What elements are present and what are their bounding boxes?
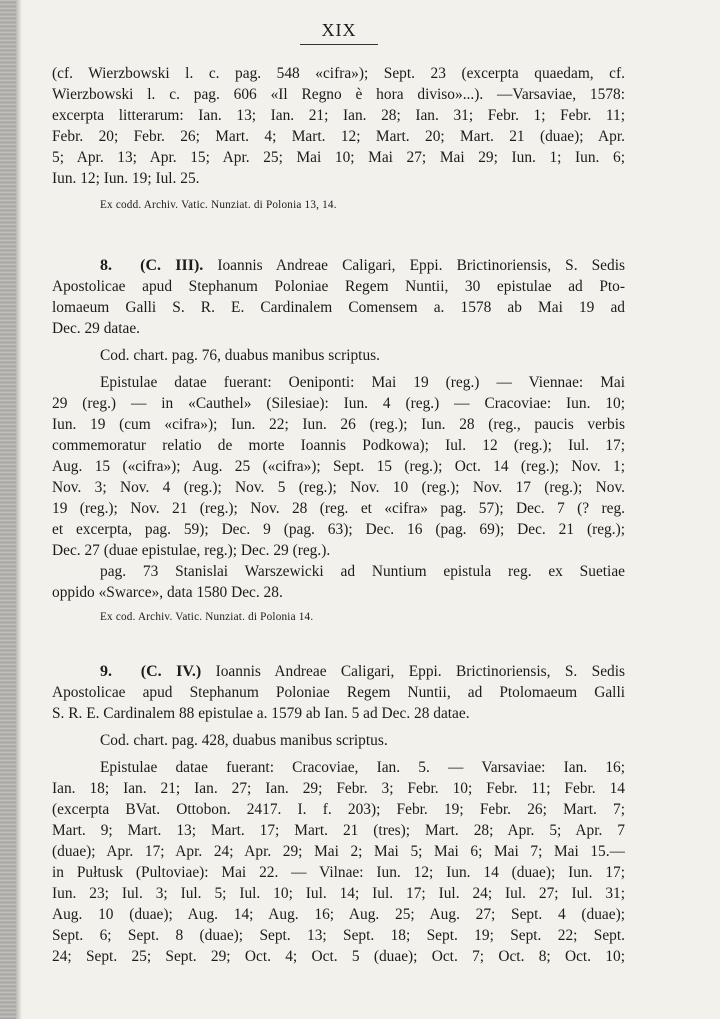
letters-line: Iun. 23; Iul. 3; Iul. 5; Iul. 10; Iul. 14; Iul. 17; Iul. 24; Iul. 27; Iul. 31; <box>52 885 625 902</box>
letters-line: Iun. 19 (cum «cifra»); Iun. 22; Iun. 26 (reg.); Iun. 28 (reg., paucis verbis <box>52 416 625 433</box>
heading-line: Apostolicae apud Stephanum Poloniae Regem Nuntii, 30 epistulae ad Pto- <box>52 278 625 295</box>
letters-line: Aug. 10 (duae); Aug. 14; Aug. 16; Aug. 25; Aug. 27; Sept. 4 (duae); <box>52 906 625 923</box>
letters-line: (excerpta BVat. Ottobon. 2417. I. f. 203); Febr. 19; Febr. 26; Mart. 7; <box>52 801 625 818</box>
text-line: Wierzbowski l. c. pag. 606 «Il Regno è hora diviso»...). —Varsaviae, 1578: <box>52 86 625 103</box>
letters-line: Mart. 9; Mart. 13; Mart. 17; Mart. 21 (tres); Mart. 28; Apr. 5; Apr. 7 <box>52 822 625 839</box>
text-line: Iun. 12; Iun. 19; Iul. 25. <box>52 170 200 187</box>
heading-line: S. R. E. Cardinalem 88 epistulae a. 1579 ab Ian. 5 ad Dec. 28 datae. <box>52 705 470 722</box>
heading-line: lomaeum Galli S. R. E. Cardinalem Comensem a. 1578 ab Mai 19 ad <box>52 299 625 316</box>
letters-line: et excerpta, pag. 59); Dec. 9 (pag. 63); Dec. 16 (pag. 69); Dec. 21 (reg.); <box>52 521 625 538</box>
letters-line: Nov. 3; Nov. 4 (reg.); Nov. 5 (reg.); Nov. 10 (reg.); Nov. 17 (reg.); Nov. <box>52 479 625 496</box>
heading-text: Ioannis Andreae Caligari, Eppi. Brictinoriensis, S. Sedis <box>217 257 625 274</box>
entry-9 <box>52 661 625 967</box>
source-note: Ex codd. Archiv. Vatic. Nunziat. di Polonia 13, 14. <box>100 199 337 211</box>
heading-line: Apostolicae apud Stephanum Poloniae Regem Nuntii, ad Ptolomaeum Galli <box>52 684 625 701</box>
codex-description: Cod. chart. pag. 428, duabus manibus scriptus. <box>100 732 388 749</box>
letters-line: Aug. 15 («cifra»); Aug. 25 («cifra»); Sept. 15 (reg.); Oct. 14 (reg.); Nov. 1; <box>52 458 625 475</box>
letters-line: 29 (reg.) — in «Cauthel» (Silesiae): Iun. 4 (reg.) — Cracoviae: Iun. 10; <box>52 395 625 412</box>
letters-line: Dec. 27 (duae epistulae, reg.); Dec. 29 (reg.). <box>52 542 331 559</box>
continuation-paragraph <box>52 63 625 215</box>
entry-8 <box>52 255 625 627</box>
entry-heading-line <box>52 255 625 276</box>
letters-line: Epistulae datae fuerant: Oeniponti: Mai 19 (reg.) — Viennae: Mai <box>100 374 625 391</box>
entry-number: 9. <box>100 663 112 680</box>
entry-number: 8. <box>100 257 112 274</box>
codex-description: Cod. chart. pag. 76, duabus manibus scriptus. <box>100 347 380 364</box>
heading-text: Ioannis Andreae Caligari, Eppi. Brictinoriensis, S. Sedis <box>215 663 625 680</box>
entry-heading-line <box>52 661 625 682</box>
letters-line: Ian. 18; Ian. 21; Ian. 27; Ian. 29; Febr. 3; Febr. 10; Febr. 11; Febr. 14 <box>52 780 625 797</box>
page-binding-edge <box>0 0 16 1019</box>
text-line: excerpta litterarum: Ian. 13; Ian. 21; Ian. 28; Ian. 31; Febr. 1; Febr. 11; <box>52 107 625 124</box>
extra-line: oppido «Swarce», data 1580 Dec. 28. <box>52 584 283 601</box>
text-line: Febr. 20; Febr. 26; Mart. 4; Mart. 12; Mart. 20; Mart. 21 (duae); Apr. <box>52 128 625 145</box>
text-line: 5; Apr. 13; Apr. 15; Apr. 25; Mai 10; Mai 27; Mai 29; Iun. 1; Iun. 6; <box>52 149 625 166</box>
page-number: XIX <box>321 20 357 40</box>
source-note: Ex cod. Archiv. Vatic. Nunziat. di Polonia 14. <box>100 611 314 623</box>
letters-line: commemoratur relatio de morte Ioannis Podkowa); Iul. 12 (reg.); Iul. 17; <box>52 437 625 454</box>
letters-line: (duae); Apr. 17; Apr. 24; Apr. 29; Mai 2; Mai 5; Mai 6; Mai 7; Mai 15.— <box>52 843 625 860</box>
page-number-rule <box>300 44 378 45</box>
letters-line: 24; Sept. 25; Sept. 29; Oct. 4; Oct. 5 (duae); Oct. 7; Oct. 8; Oct. 10; <box>52 948 625 965</box>
codex-label: (C. IV.) <box>140 663 202 680</box>
heading-line: Dec. 29 datae. <box>52 320 141 337</box>
page-shadow <box>16 0 22 1019</box>
extra-line: pag. 73 Stanislai Warszewicki ad Nuntium epistula reg. ex Suetiae <box>100 563 625 580</box>
letters-line: 19 (reg.); Nov. 21 (reg.); Nov. 28 (reg. et «cifra» pag. 57); Dec. 7 (? reg. <box>52 500 625 517</box>
letters-line: Epistulae datae fuerant: Cracoviae, Ian. 5. — Varsaviae: Ian. 16; <box>100 759 625 776</box>
letters-line: Sept. 6; Sept. 8 (duae); Sept. 13; Sept. 18; Sept. 19; Sept. 22; Sept. <box>52 927 625 944</box>
letters-line: in Pułtusk (Pultoviae): Mai 22. — Vilnae: Iun. 12; Iun. 14 (duae); Iun. 17; <box>52 864 625 881</box>
codex-label: (C. III). <box>140 257 204 274</box>
text-line: (cf. Wierzbowski l. c. pag. 548 «cifra»); Sept. 23 (excerpta quaedam, cf. <box>52 65 625 82</box>
